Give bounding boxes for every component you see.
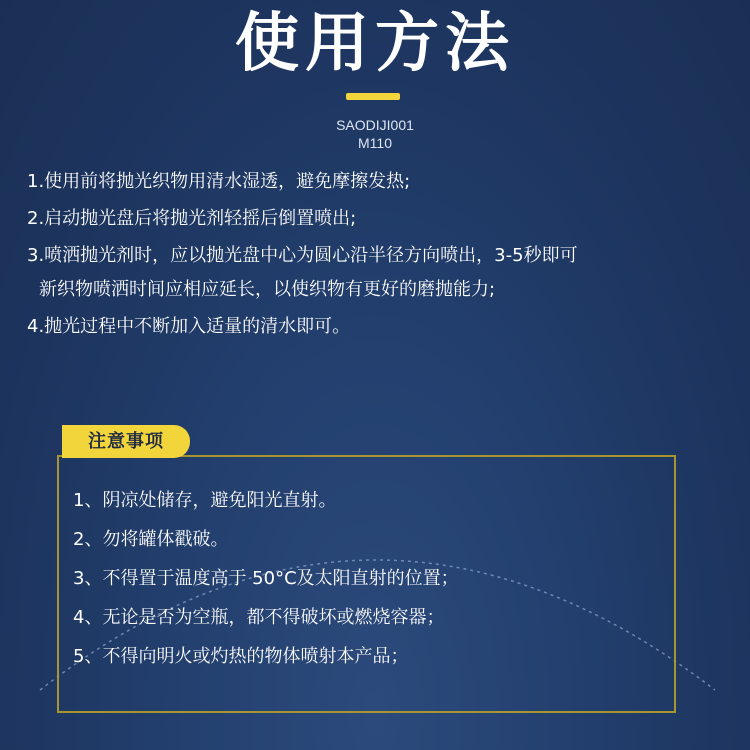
page-title: 使用方法 (235, 7, 515, 81)
product-code: SAODIJI001 (336, 117, 414, 133)
notice-item-2: 2、勿将罐体戳破。 (73, 529, 229, 550)
notice-item-5: 5、不得向明火或灼热的物体喷射本产品； (73, 646, 409, 667)
step-3 (27, 239, 737, 307)
step-4-text: 4.抛光过程中不断加入适量的清水即可。 (27, 316, 351, 337)
notice-list (73, 487, 673, 682)
step-1-text: 1.使用前将抛光织物用清水湿透，避免摩擦发热; (27, 171, 411, 192)
step-2 (27, 202, 737, 236)
usage-steps (27, 165, 737, 347)
notice-title: 注意事项 (62, 425, 190, 458)
notice-item-1: 1、阴凉处储存，避免阳光直射。 (73, 490, 337, 511)
model-code: M110 (358, 135, 392, 151)
notice-item-3: 3、不得置于温度高于 50°C及太阳直射的位置； (73, 568, 459, 589)
step-3-text-continued: 新织物喷洒时间应相应延长，以使织物有更好的磨抛能力; (39, 279, 496, 300)
step-4 (27, 310, 737, 344)
step-3-text: 3.喷洒抛光剂时，应以抛光盘中心为圆心沿半径方向喷出，3-5秒即可 (27, 245, 578, 266)
step-2-text: 2.启动抛光盘后将抛光剂轻摇后倒置喷出; (27, 208, 357, 229)
step-1 (27, 165, 737, 199)
notice-item-4: 4、无论是否为空瓶，都不得破坏或燃烧容器； (73, 607, 445, 628)
title-underline-bar (346, 93, 400, 100)
